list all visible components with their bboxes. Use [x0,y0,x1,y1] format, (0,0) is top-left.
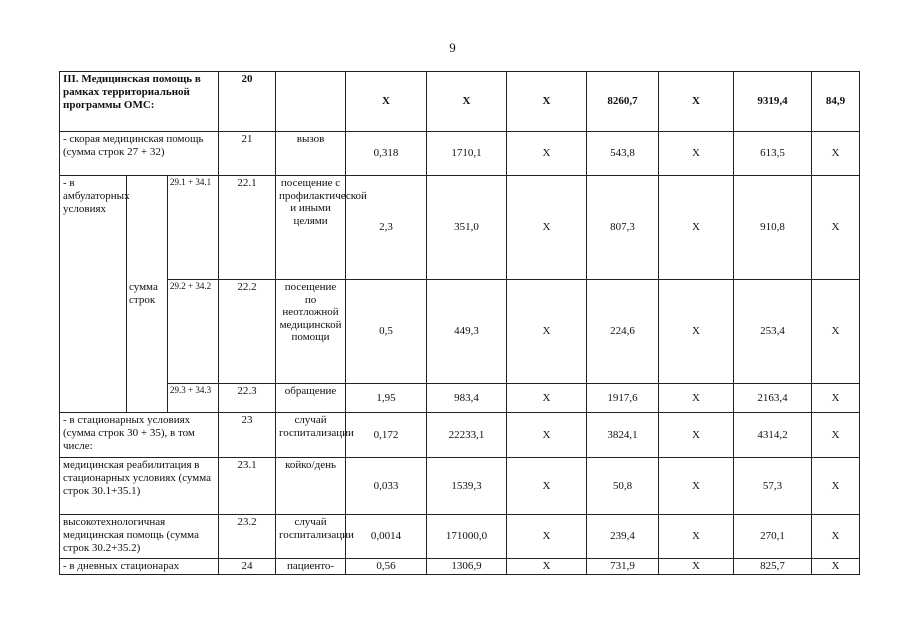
value-cell: Х [659,280,734,384]
value-cell: 57,3 [734,458,812,515]
value-cell: 1,95 [346,384,427,413]
value-cell: Х [507,515,587,559]
row-number: 22.3 [219,384,276,413]
table-row [60,413,860,458]
value-cell: 731,9 [587,559,659,575]
table-row [60,515,860,559]
row-number: 22.1 [219,176,276,280]
row-number: 23.2 [219,515,276,559]
value-cell: Х [507,176,587,280]
value-cell: Х [659,72,734,132]
value-cell: Х [507,280,587,384]
row-number: 22.2 [219,280,276,384]
value-cell: 807,3 [587,176,659,280]
unit-cell [276,72,346,132]
row-label: - в дневных стационарах [60,559,219,575]
value-cell: 0,56 [346,559,427,575]
value-cell: Х [507,72,587,132]
unit-cell: вызов [276,132,346,176]
value-cell: Х [659,176,734,280]
unit-cell: койко/день [276,458,346,515]
unit-cell: посещение с профилактической и иными целями [276,176,346,280]
value-cell: Х [812,515,860,559]
value-cell: Х [659,559,734,575]
value-cell: 22233,1 [427,413,507,458]
row-label: медицинская реабилитация в стационарных условиях (сумма строк 30.1+35.1) [60,458,219,515]
row-label: III. Медицинская помощь в рамках территориальной программы ОМС: [60,72,219,132]
value-cell: Х [812,458,860,515]
value-cell: 4314,2 [734,413,812,458]
table-row [60,458,860,515]
unit-cell: посещение по неотложной медицинской помощи [276,280,346,384]
row-label: - в амбулаторных условиях [60,176,127,413]
value-cell: 0,318 [346,132,427,176]
value-cell: Х [812,384,860,413]
value-cell: 0,5 [346,280,427,384]
value-cell: 351,0 [427,176,507,280]
table-row [60,559,860,575]
value-cell: Х [507,559,587,575]
value-cell: 3824,1 [587,413,659,458]
value-cell: 239,4 [587,515,659,559]
value-cell: 449,3 [427,280,507,384]
value-cell: Х [659,413,734,458]
unit-cell: обращение [276,384,346,413]
value-cell: 1917,6 [587,384,659,413]
value-cell: Х [812,413,860,458]
value-cell: 0,0014 [346,515,427,559]
value-cell: 910,8 [734,176,812,280]
value-cell: Х [346,72,427,132]
value-cell: Х [812,559,860,575]
unit-cell: случай госпитализации [276,413,346,458]
value-cell: 1710,1 [427,132,507,176]
value-cell: Х [659,458,734,515]
table-row [60,280,860,384]
sub-rows-cell: 29.1 + 34.1 [168,176,219,280]
value-cell: 2,3 [346,176,427,280]
value-cell: Х [812,176,860,280]
value-cell: 543,8 [587,132,659,176]
value-cell: 9319,4 [734,72,812,132]
table-row [60,176,860,280]
value-cell: Х [507,413,587,458]
unit-cell: случай госпитализации [276,515,346,559]
row-number: 23 [219,413,276,458]
sub-rows-cell: 29.2 + 34.2 [168,280,219,384]
value-cell: Х [812,132,860,176]
value-cell: 84,9 [812,72,860,132]
value-cell: Х [507,458,587,515]
unit-cell: пациенто- [276,559,346,575]
value-cell: 983,4 [427,384,507,413]
row-number: 20 [219,72,276,132]
row-number: 23.1 [219,458,276,515]
value-cell: 1306,9 [427,559,507,575]
row-label: - скорая медицинская помощь (сумма строк 27 + 32) [60,132,219,176]
value-cell: 0,033 [346,458,427,515]
row-number: 21 [219,132,276,176]
table-row [60,72,860,132]
value-cell: Х [507,132,587,176]
table-row [60,132,860,176]
value-cell: Х [812,280,860,384]
row-number: 24 [219,559,276,575]
sub-rows-cell: 29.3 + 34.3 [168,384,219,413]
table-row [60,384,860,413]
value-cell: Х [659,384,734,413]
row-label: высокотехнологичная медицинская помощь (сумма строк 30.2+35.2) [60,515,219,559]
value-cell: Х [659,515,734,559]
omc-funding-table [59,71,860,575]
page-number: 9 [449,40,456,55]
value-cell: 825,7 [734,559,812,575]
value-cell: 2163,4 [734,384,812,413]
group-label: сумма строк [127,176,168,413]
value-cell: 270,1 [734,515,812,559]
value-cell: Х [507,384,587,413]
value-cell: 50,8 [587,458,659,515]
value-cell: Х [659,132,734,176]
value-cell: Х [427,72,507,132]
value-cell: 0,172 [346,413,427,458]
value-cell: 8260,7 [587,72,659,132]
value-cell: 1539,3 [427,458,507,515]
value-cell: 253,4 [734,280,812,384]
value-cell: 613,5 [734,132,812,176]
value-cell: 224,6 [587,280,659,384]
value-cell: 171000,0 [427,515,507,559]
row-label: - в стационарных условиях (сумма строк 30 + 35), в том числе: [60,413,219,458]
